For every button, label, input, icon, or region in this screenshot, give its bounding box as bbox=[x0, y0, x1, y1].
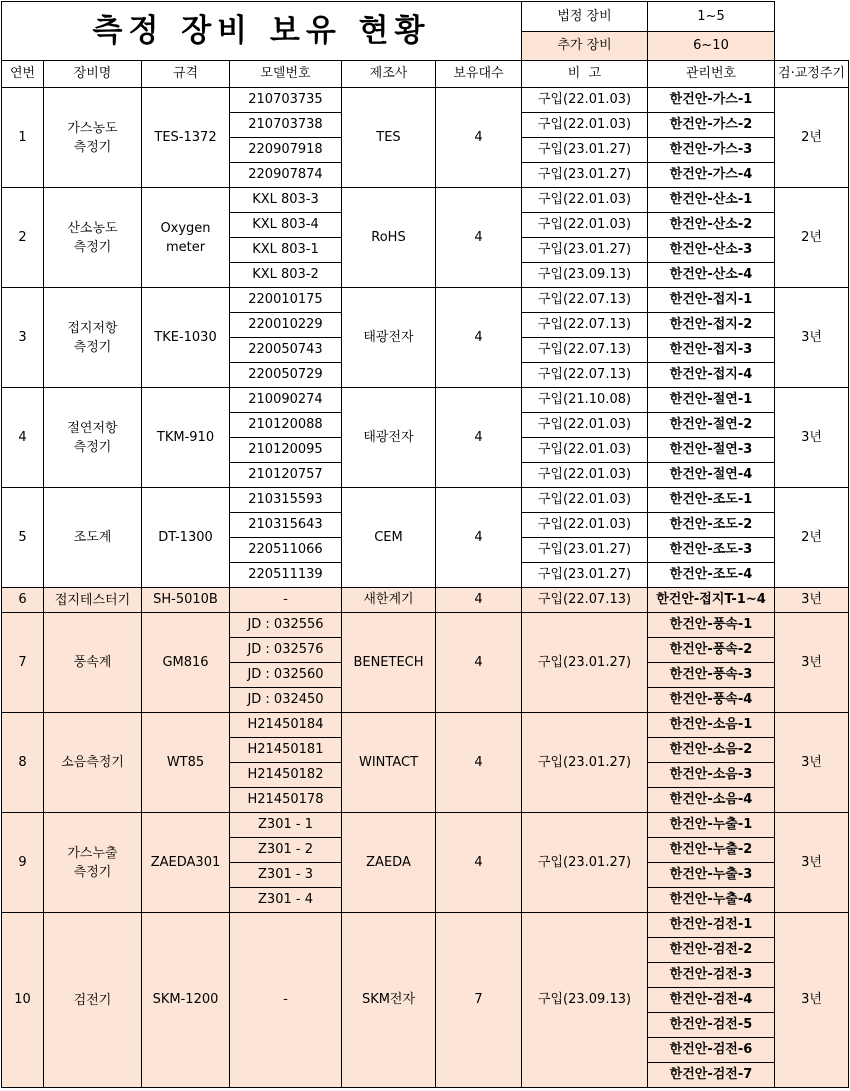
cell-model: 210315643 bbox=[230, 513, 342, 538]
cell-cycle: 3년 bbox=[775, 913, 849, 1088]
cell-mgmt-no: 한건안-접지-2 bbox=[648, 313, 775, 338]
cell-model: 210703735 bbox=[230, 88, 342, 113]
cell-note: 구입(22.01.03) bbox=[522, 188, 648, 213]
col-header-qty: 보유대수 bbox=[436, 61, 522, 88]
equipment-name-line: 측정기 bbox=[73, 139, 112, 155]
spec-line: Oxygen bbox=[160, 220, 211, 236]
cell-qty: 4 bbox=[436, 188, 522, 288]
cell-no: 7 bbox=[2, 613, 44, 713]
cell-model: 220907874 bbox=[230, 163, 342, 188]
equipment-name-line: 접지저항 bbox=[67, 320, 118, 336]
cell-mgmt-no: 한건안-산소-2 bbox=[648, 213, 775, 238]
equipment-name-line: 검전기 bbox=[73, 992, 112, 1008]
cell-spec: WT85 bbox=[142, 713, 230, 813]
cell-model: 220050743 bbox=[230, 338, 342, 363]
cell-cycle: 3년 bbox=[775, 388, 849, 488]
equipment-name-lines bbox=[44, 591, 141, 610]
cell-mgmt-no: 한건안-조도-1 bbox=[648, 488, 775, 513]
cell-model: KXL 803-4 bbox=[230, 213, 342, 238]
cell-qty: 4 bbox=[436, 488, 522, 588]
cell-qty: 4 bbox=[436, 88, 522, 188]
cell-qty: 4 bbox=[436, 813, 522, 913]
cell-mgmt-no: 한건안-가스-4 bbox=[648, 163, 775, 188]
cell-model: KXL 803-3 bbox=[230, 188, 342, 213]
cell-qty: 4 bbox=[436, 288, 522, 388]
cell-note: 구입(23.09.13) bbox=[522, 263, 648, 288]
cell-no: 10 bbox=[2, 913, 44, 1088]
table-row bbox=[2, 188, 849, 213]
cell-note: 구입(22.01.03) bbox=[522, 413, 648, 438]
cell-note: 구입(22.01.03) bbox=[522, 438, 648, 463]
col-header-mgmt: 관리번호 bbox=[648, 61, 775, 88]
cell-note: 구입(23.01.27) bbox=[522, 538, 648, 563]
cell-mgmt-no: 한건안-소음-1 bbox=[648, 713, 775, 738]
cell-equipment-name bbox=[44, 813, 142, 913]
cell-note: 구입(22.07.13) bbox=[522, 338, 648, 363]
cell-mgmt-no: 한건안-검전-3 bbox=[648, 963, 775, 988]
col-header-note: 비 고 bbox=[522, 61, 648, 88]
cell-mgmt-no: 한건안-소음-2 bbox=[648, 738, 775, 763]
cell-equipment-name bbox=[44, 613, 142, 713]
cell-mgmt-no: 한건안-산소-1 bbox=[648, 188, 775, 213]
table-row bbox=[2, 613, 849, 638]
cell-no: 2 bbox=[2, 188, 44, 288]
cell-model: Z301 - 1 bbox=[230, 813, 342, 838]
cell-equipment-name bbox=[44, 188, 142, 288]
cell-model: H21450184 bbox=[230, 713, 342, 738]
cell-mgmt-no: 한건안-누출-1 bbox=[648, 813, 775, 838]
equipment-name-line: 측정기 bbox=[73, 439, 112, 455]
cell-mgmt-no: 한건안-산소-3 bbox=[648, 238, 775, 263]
cell-spec: DT-1300 bbox=[142, 488, 230, 588]
header-row bbox=[2, 61, 849, 88]
cell-qty: 4 bbox=[436, 588, 522, 613]
equipment-name-line: 가스농도 bbox=[67, 120, 118, 136]
cell-note: 구입(23.01.27) bbox=[522, 563, 648, 588]
cell-spec: GM816 bbox=[142, 613, 230, 713]
equipment-name-line: 조도계 bbox=[73, 530, 112, 545]
cell-note: 구입(21.10.08) bbox=[522, 388, 648, 413]
cell-spec: TKM-910 bbox=[142, 388, 230, 488]
equipment-name-line: 측정기 bbox=[73, 864, 112, 880]
cell-model: 210120095 bbox=[230, 438, 342, 463]
cell-spec: SH-5010B bbox=[142, 588, 230, 613]
cell-note: 구입(23.01.27) bbox=[522, 713, 648, 813]
cell-mgmt-no: 한건안-검전-1 bbox=[648, 913, 775, 938]
cell-no: 9 bbox=[2, 813, 44, 913]
cell-note: 구입(23.01.27) bbox=[522, 813, 648, 913]
cell-note: 구입(23.01.27) bbox=[522, 163, 648, 188]
cell-spec: TES-1372 bbox=[142, 88, 230, 188]
cell-mgmt-no: 한건안-검전-5 bbox=[648, 1013, 775, 1038]
cell-cycle: 3년 bbox=[775, 588, 849, 613]
cell-qty: 4 bbox=[436, 613, 522, 713]
table-row bbox=[2, 813, 849, 838]
cell-model: H21450178 bbox=[230, 788, 342, 813]
cell-mgmt-no: 한건안-가스-1 bbox=[648, 88, 775, 113]
cell-equipment-name bbox=[44, 488, 142, 588]
table-row bbox=[2, 388, 849, 413]
cell-mgmt-no: 한건안-풍속-2 bbox=[648, 638, 775, 663]
cell-maker: BENETECH bbox=[342, 613, 436, 713]
cell-note: 구입(22.01.03) bbox=[522, 488, 648, 513]
spec-line: meter bbox=[165, 239, 206, 255]
cell-mgmt-no: 한건안-누출-4 bbox=[648, 888, 775, 913]
col-header-maker: 제조사 bbox=[342, 61, 436, 88]
col-header-name: 장비명 bbox=[44, 61, 142, 88]
cell-model: JD : 032556 bbox=[230, 613, 342, 638]
cell-equipment-name bbox=[44, 88, 142, 188]
cell-model: KXL 803-2 bbox=[230, 263, 342, 288]
cell-mgmt-no: 한건안-조도-3 bbox=[648, 538, 775, 563]
cell-model: JD : 032560 bbox=[230, 663, 342, 688]
cell-model: 220511066 bbox=[230, 538, 342, 563]
cell-equipment-name bbox=[44, 913, 142, 1088]
equipment-name-line: 풍속계 bbox=[73, 655, 112, 670]
equipment-name-line: 소음측정기 bbox=[61, 755, 124, 770]
table-row bbox=[2, 488, 849, 513]
cell-note: 구입(23.01.27) bbox=[522, 238, 648, 263]
spec-lines bbox=[142, 219, 229, 257]
cell-model: H21450181 bbox=[230, 738, 342, 763]
cell-qty: 4 bbox=[436, 388, 522, 488]
cell-model: 220010229 bbox=[230, 313, 342, 338]
equipment-name-line: 접지테스터기 bbox=[54, 592, 131, 608]
cell-model: 210315593 bbox=[230, 488, 342, 513]
cell-cycle: 3년 bbox=[775, 613, 849, 713]
cell-note: 구입(22.01.03) bbox=[522, 513, 648, 538]
cell-spec: TKE-1030 bbox=[142, 288, 230, 388]
equipment-name-lines bbox=[44, 219, 141, 257]
cell-note: 구입(22.01.03) bbox=[522, 88, 648, 113]
cell-equipment-name bbox=[44, 288, 142, 388]
cell-note: 구입(22.01.03) bbox=[522, 463, 648, 488]
cell-note: 구입(22.07.13) bbox=[522, 288, 648, 313]
equipment-name-line: 절연저항 bbox=[67, 420, 118, 436]
cell-cycle: 2년 bbox=[775, 88, 849, 188]
cell-model: 210120757 bbox=[230, 463, 342, 488]
cell-mgmt-no: 한건안-풍속-3 bbox=[648, 663, 775, 688]
equipment-name-lines bbox=[44, 991, 141, 1010]
equipment-name-line: 가스누출 bbox=[67, 845, 118, 861]
cell-note: 구입(23.09.13) bbox=[522, 913, 648, 1088]
col-header-no: 연번 bbox=[2, 61, 44, 88]
cell-mgmt-no: 한건안-절연-4 bbox=[648, 463, 775, 488]
cell-mgmt-no: 한건안-절연-3 bbox=[648, 438, 775, 463]
cell-mgmt-no: 한건안-누출-3 bbox=[648, 863, 775, 888]
equipment-name-line: 측정기 bbox=[73, 339, 112, 355]
legend-range-2: 6~10 bbox=[648, 32, 775, 61]
cell-model: 210090274 bbox=[230, 388, 342, 413]
cell-model: KXL 803-1 bbox=[230, 238, 342, 263]
cell-model: H21450182 bbox=[230, 763, 342, 788]
cell-model: Z301 - 3 bbox=[230, 863, 342, 888]
equipment-name-lines bbox=[44, 844, 141, 882]
cell-maker: 새한계기 bbox=[342, 588, 436, 613]
cell-model: JD : 032450 bbox=[230, 688, 342, 713]
cell-mgmt-no: 한건안-누출-2 bbox=[648, 838, 775, 863]
cell-mgmt-no: 한건안-검전-4 bbox=[648, 988, 775, 1013]
cell-model: - bbox=[230, 588, 342, 613]
cell-model: 220010175 bbox=[230, 288, 342, 313]
cell-qty: 7 bbox=[436, 913, 522, 1088]
cell-mgmt-no: 한건안-접지-3 bbox=[648, 338, 775, 363]
col-header-cycle: 검·교정주기 bbox=[775, 61, 849, 88]
legend-label-1: 법정 장비 bbox=[522, 2, 648, 32]
cell-no: 8 bbox=[2, 713, 44, 813]
cell-mgmt-no: 한건안-조도-4 bbox=[648, 563, 775, 588]
cell-maker: TES bbox=[342, 88, 436, 188]
cell-maker: 태광전자 bbox=[342, 388, 436, 488]
equipment-name-lines bbox=[44, 653, 141, 672]
cell-mgmt-no: 한건안-조도-2 bbox=[648, 513, 775, 538]
cell-maker: RoHS bbox=[342, 188, 436, 288]
cell-note: 구입(22.07.13) bbox=[522, 588, 648, 613]
cell-mgmt-no: 한건안-산소-4 bbox=[648, 263, 775, 288]
cell-cycle: 2년 bbox=[775, 488, 849, 588]
cell-maker: 태광전자 bbox=[342, 288, 436, 388]
cell-equipment-name bbox=[44, 713, 142, 813]
equipment-name-lines bbox=[44, 419, 141, 457]
equipment-name-lines bbox=[44, 119, 141, 157]
cell-mgmt-no: 한건안-접지-4 bbox=[648, 363, 775, 388]
cell-cycle: 3년 bbox=[775, 713, 849, 813]
cell-maker: CEM bbox=[342, 488, 436, 588]
cell-note: 구입(23.01.27) bbox=[522, 613, 648, 713]
page-title: 측정 장비 보유 현황 bbox=[2, 2, 522, 61]
cell-no: 1 bbox=[2, 88, 44, 188]
cell-mgmt-no: 한건안-검전-2 bbox=[648, 938, 775, 963]
equipment-name-line: 산소농도 bbox=[67, 220, 118, 236]
cell-cycle: 3년 bbox=[775, 288, 849, 388]
cell-spec: ZAEDA301 bbox=[142, 813, 230, 913]
table-row bbox=[2, 713, 849, 738]
cell-cycle: 3년 bbox=[775, 813, 849, 913]
cell-model: Z301 - 2 bbox=[230, 838, 342, 863]
cell-qty: 4 bbox=[436, 713, 522, 813]
cell-mgmt-no: 한건안-소음-4 bbox=[648, 788, 775, 813]
cell-no: 5 bbox=[2, 488, 44, 588]
cell-spec: SKM-1200 bbox=[142, 913, 230, 1088]
cell-model: Z301 - 4 bbox=[230, 888, 342, 913]
legend-label-2: 추가 장비 bbox=[522, 32, 648, 61]
cell-mgmt-no: 한건안-절연-1 bbox=[648, 388, 775, 413]
cell-note: 구입(22.07.13) bbox=[522, 363, 648, 388]
cell-note: 구입(22.01.03) bbox=[522, 213, 648, 238]
equipment-name-lines bbox=[44, 319, 141, 357]
cell-model: 220050729 bbox=[230, 363, 342, 388]
cell-no: 6 bbox=[2, 588, 44, 613]
cell-spec bbox=[142, 188, 230, 288]
cell-note: 구입(23.01.27) bbox=[522, 138, 648, 163]
cell-model: - bbox=[230, 913, 342, 1088]
cell-no: 4 bbox=[2, 388, 44, 488]
cell-maker: WINTACT bbox=[342, 713, 436, 813]
cell-model: 220511139 bbox=[230, 563, 342, 588]
cell-note: 구입(22.01.03) bbox=[522, 113, 648, 138]
cell-mgmt-no: 한건안-소음-3 bbox=[648, 763, 775, 788]
equipment-name-lines bbox=[44, 528, 141, 547]
cell-mgmt-no: 한건안-가스-2 bbox=[648, 113, 775, 138]
cell-mgmt-no: 한건안-접지T-1~4 bbox=[648, 588, 775, 613]
cell-model: 210703738 bbox=[230, 113, 342, 138]
col-header-model: 모델번호 bbox=[230, 61, 342, 88]
cell-model: JD : 032576 bbox=[230, 638, 342, 663]
cell-mgmt-no: 한건안-접지-1 bbox=[648, 288, 775, 313]
table-row bbox=[2, 88, 849, 113]
equipment-name-lines bbox=[44, 753, 141, 772]
cell-no: 3 bbox=[2, 288, 44, 388]
equipment-table bbox=[1, 1, 849, 1088]
cell-model: 210120088 bbox=[230, 413, 342, 438]
cell-cycle: 2년 bbox=[775, 188, 849, 288]
legend-range-1: 1~5 bbox=[648, 2, 775, 32]
cell-model: 220907918 bbox=[230, 138, 342, 163]
cell-mgmt-no: 한건안-검전-7 bbox=[648, 1063, 775, 1088]
table-row bbox=[2, 288, 849, 313]
cell-mgmt-no: 한건안-풍속-4 bbox=[648, 688, 775, 713]
cell-mgmt-no: 한건안-검전-6 bbox=[648, 1038, 775, 1063]
cell-maker: SKM전자 bbox=[342, 913, 436, 1088]
cell-mgmt-no: 한건안-절연-2 bbox=[648, 413, 775, 438]
cell-maker: ZAEDA bbox=[342, 813, 436, 913]
table-row bbox=[2, 913, 849, 938]
cell-mgmt-no: 한건안-가스-3 bbox=[648, 138, 775, 163]
cell-mgmt-no: 한건안-풍속-1 bbox=[648, 613, 775, 638]
table-row bbox=[2, 588, 849, 613]
cell-equipment-name bbox=[44, 388, 142, 488]
cell-note: 구입(22.07.13) bbox=[522, 313, 648, 338]
col-header-spec: 규격 bbox=[142, 61, 230, 88]
equipment-name-line: 측정기 bbox=[73, 239, 112, 255]
cell-equipment-name bbox=[44, 588, 142, 613]
